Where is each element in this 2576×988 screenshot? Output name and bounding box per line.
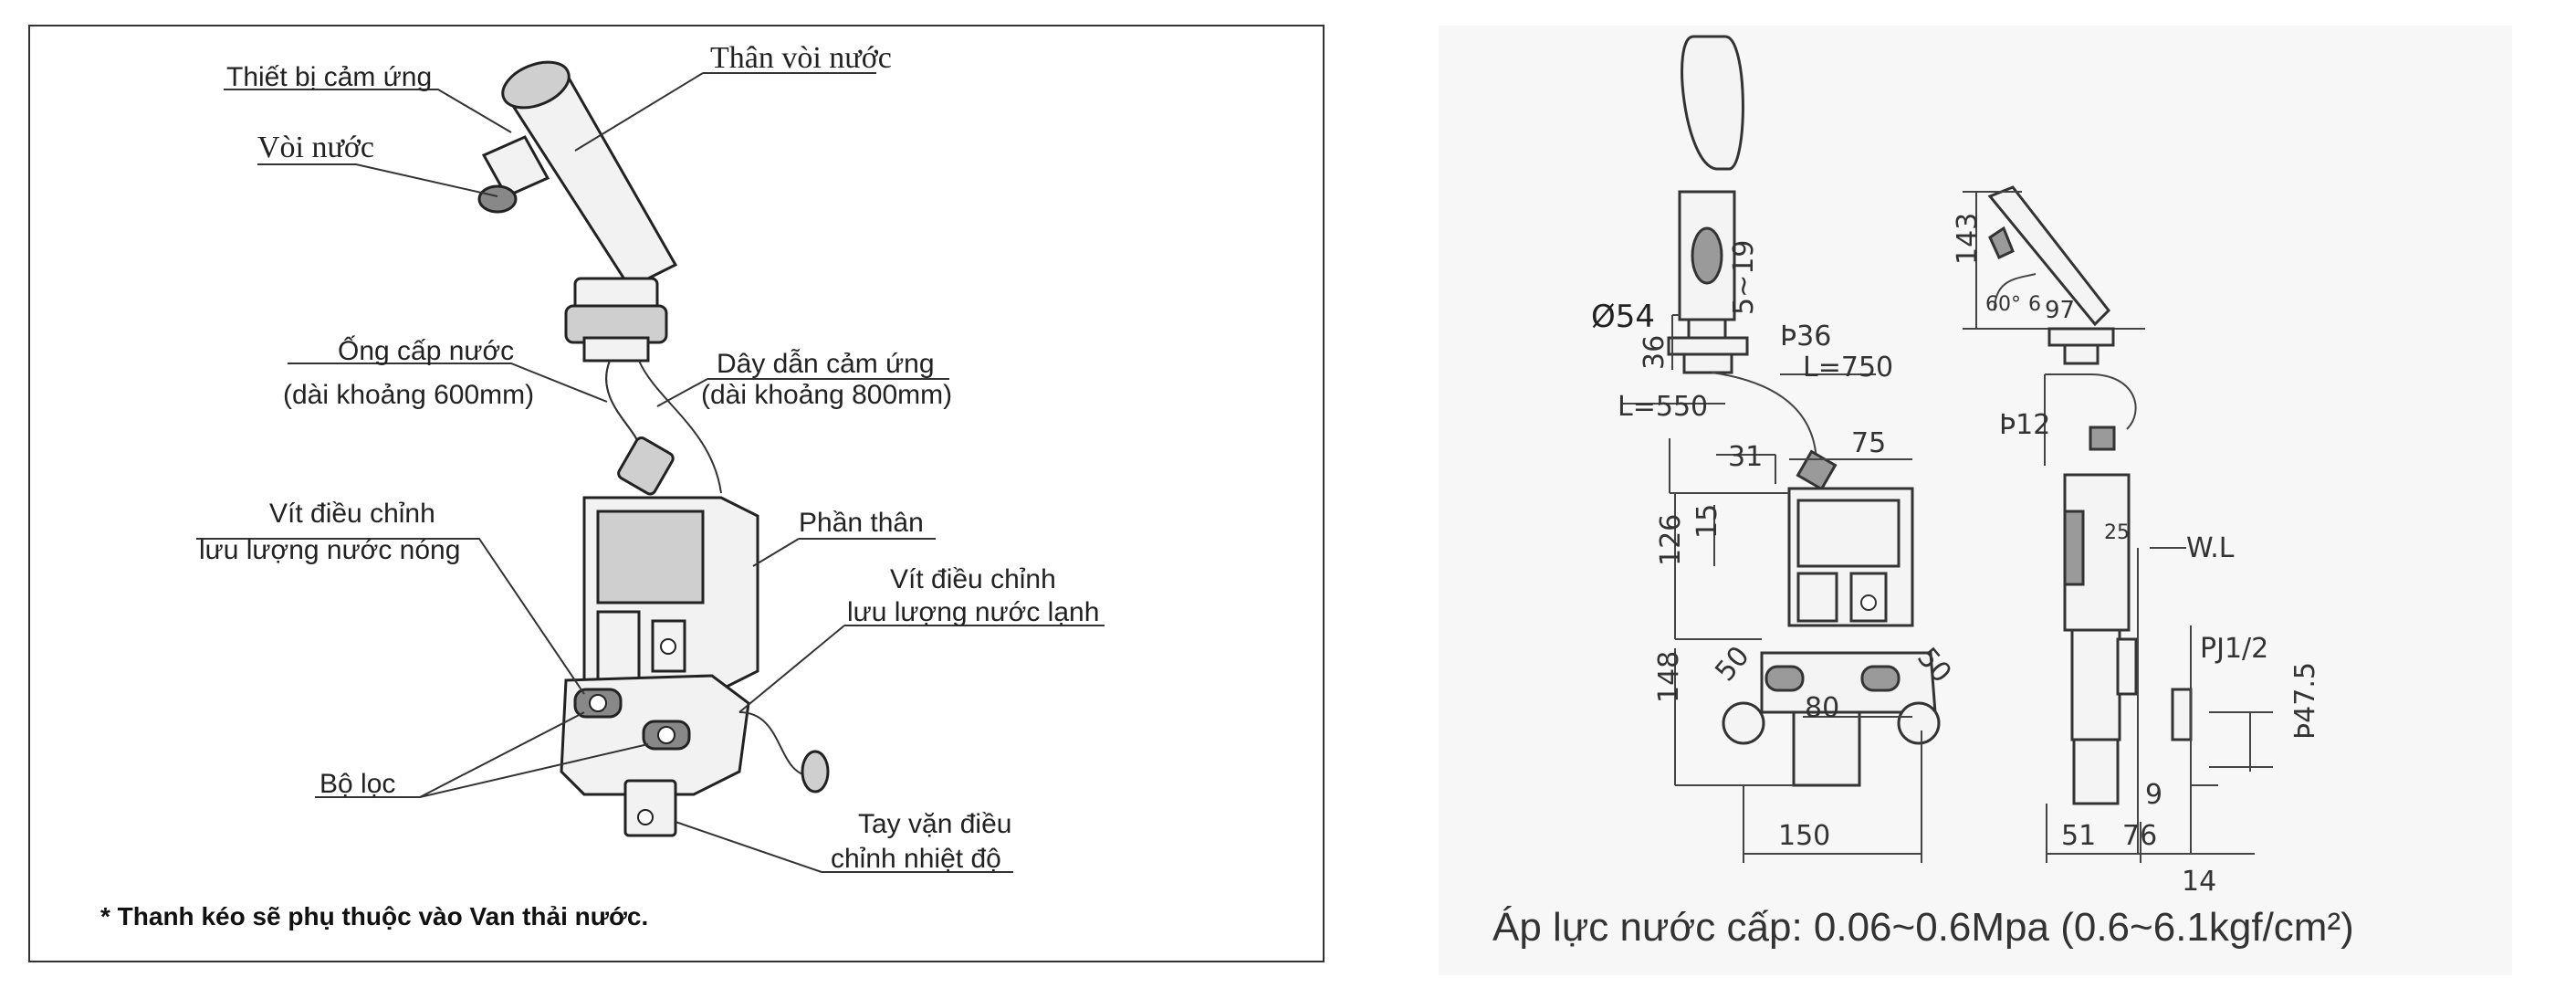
label-faucet-body: Thân vòi nước: [710, 41, 892, 75]
dim-126: 126: [1655, 513, 1687, 566]
dim-36: 36: [1639, 334, 1670, 370]
dim-diameter-54: Ø54: [1591, 299, 1656, 335]
dim-80: 80: [1805, 692, 1840, 724]
label-water-supply-line: Ống cấp nước: [338, 336, 515, 366]
dim-25: 25: [2104, 521, 2130, 544]
dim-31: 31: [1728, 441, 1764, 473]
label-temp-handle-line1: Tay vặn điều: [858, 809, 1012, 839]
label-sensor-device: Thiết bị cảm ứng: [226, 62, 433, 92]
dim-143: 143: [1952, 212, 1984, 265]
dim-97: 97: [2045, 297, 2076, 324]
label-filter: Bộ lọc: [319, 769, 396, 799]
dim-14: 14: [2182, 866, 2217, 898]
dim-wl: W.L: [2186, 532, 2235, 564]
dim-5-19: 5~19: [1728, 239, 1760, 315]
dim-pj12: PJ1/2: [2200, 633, 2269, 665]
label-hot-flow-screw-line2: lưu lượng nước nóng: [199, 535, 461, 565]
dim-9: 9: [2145, 779, 2163, 811]
dim-angle-60: 60°: [1985, 293, 2021, 316]
dim-50-right: 50: [1911, 641, 1958, 689]
left-panel-exploded-view: [29, 26, 1324, 962]
label-cold-flow-screw-line2: lưu lượng nước lạnh: [847, 597, 1100, 627]
label-cold-flow-screw-line1: Vít điều chỉnh: [890, 564, 1056, 594]
dim-p36: Þ36: [1780, 321, 1832, 352]
label-hot-flow-screw-line1: Vít điều chỉnh: [269, 499, 435, 529]
dim-50-left: 50: [1709, 640, 1756, 688]
dim-51: 51: [2061, 820, 2097, 852]
dim-6: 6: [2028, 293, 2041, 316]
dim-76: 76: [2122, 820, 2158, 852]
label-sensor-cable: Dây dẫn cảm ứng: [717, 349, 935, 379]
right-panel-background: [1439, 26, 2512, 975]
label-temp-handle-line2: chỉnh nhiệt độ: [831, 844, 1001, 874]
dim-l550: L=550: [1618, 391, 1709, 423]
label-main-body: Phần thân: [799, 508, 924, 538]
dim-p47-5: Þ47.5: [2289, 662, 2321, 740]
dim-p12: Þ12: [1999, 409, 2051, 441]
pressure-note: Áp lực nước cấp: 0.06~0.6Mpa (0.6~6.1kgf/cm²): [1492, 905, 2354, 950]
dim-148: 148: [1653, 650, 1685, 703]
dim-75: 75: [1851, 427, 1887, 459]
label-sensor-cable-length: (dài khoảng 800mm): [701, 380, 953, 410]
label-water-supply-length: (dài khoảng 600mm): [283, 380, 535, 410]
right-panel-dimension-drawing: [1439, 26, 2512, 975]
label-spout: Vòi nước: [257, 131, 374, 164]
footnote: * Thanh kéo sẽ phụ thuộc vào Van thải nước.: [100, 902, 649, 930]
dim-l750: L=750: [1803, 352, 1894, 384]
dim-150: 150: [1778, 820, 1831, 852]
dim-15: 15: [1691, 503, 1723, 539]
